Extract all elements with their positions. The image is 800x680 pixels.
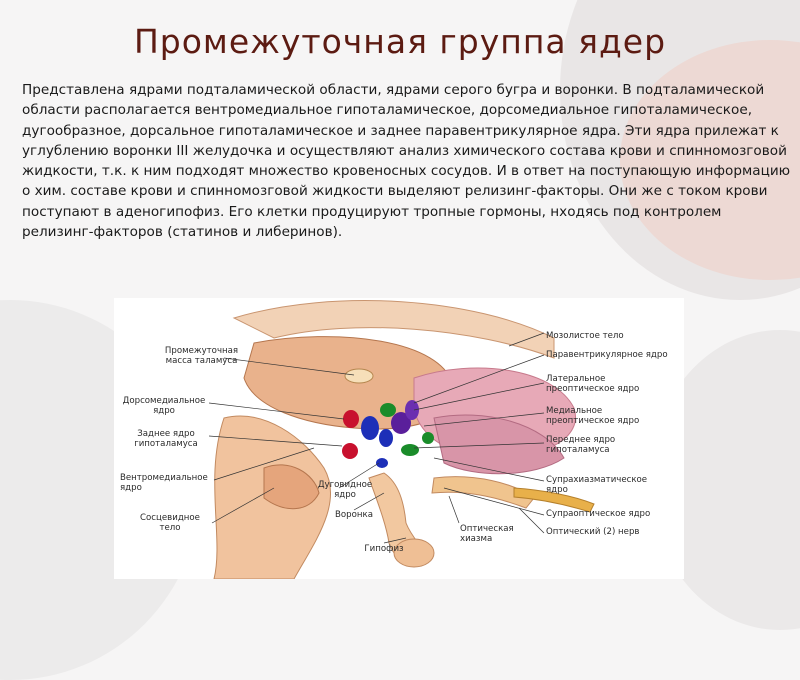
label-supraoptic: Супраоптическое ядро [546, 509, 651, 519]
label-optic-nerve: Оптический (2) нерв [546, 527, 640, 537]
label-dorsomedial-nucleus: Дорсомедиальное ядро [122, 396, 206, 416]
label-suprachiasmatic: Супрахиазматическое ядро [546, 475, 648, 495]
slide-title: Промежуточная группа ядер [133, 22, 667, 61]
label-infundibulum: Воронка [335, 510, 373, 520]
label-mammillary-body: Сосцевидное тело [140, 513, 200, 533]
label-optic-chiasm: Оптическая хиазма [460, 524, 514, 544]
label-arcuate-nucleus: Дуговидное ядро [317, 480, 373, 500]
label-corpus-callosum: Мозолистое тело [546, 331, 624, 341]
slide-body-text: Представлена ядрами подталамической области, ядрами серого бугра и воронки. В подталамической области располагается вентромедиальное гипоталамическое, дорсомедиальное гипоталамическое, дугообразное, дорсальное гипоталамическое и заднее паравентрикулярное ядра. Эти ядра прилежат к углублению воронки III желудочка и осуществляют анализ химического состава крови и спинномозговой жидкости, т.к. к ним подходят множество кровеносных сосудов. И в ответ на поступающую информацию о хим. составе крови и спинномозговой жидкости выделяют релизинг-факторы. Они же с током крови поступают в аденогипофиз. Его клетки продуцируют тропные гормоны, нходясь под контролем релизинг-факторов (статинов и либеринов). [22, 82, 791, 241]
label-lateral-preoptic: Латеральное преоптическое ядро [546, 374, 640, 394]
label-paraventricular-nucleus: Паравентрикулярное ядро [546, 350, 668, 360]
hypothalamus-diagram [114, 298, 684, 579]
label-pituitary: Гипофиз [364, 544, 404, 554]
label-anterior-nucleus: Переднее ядро гипоталамуса [546, 435, 616, 455]
label-posterior-nucleus: Заднее ядро гипоталамуса [134, 429, 198, 449]
dorsomedial-nucleus-shape [343, 410, 359, 428]
label-ventromedial-nucleus: Вентромедиальное ядро [120, 473, 208, 493]
label-intermediate-mass: Промежуточная масса таламуса [164, 346, 239, 366]
label-medial-preoptic: Медиальное преоптическое ядро [546, 406, 640, 426]
